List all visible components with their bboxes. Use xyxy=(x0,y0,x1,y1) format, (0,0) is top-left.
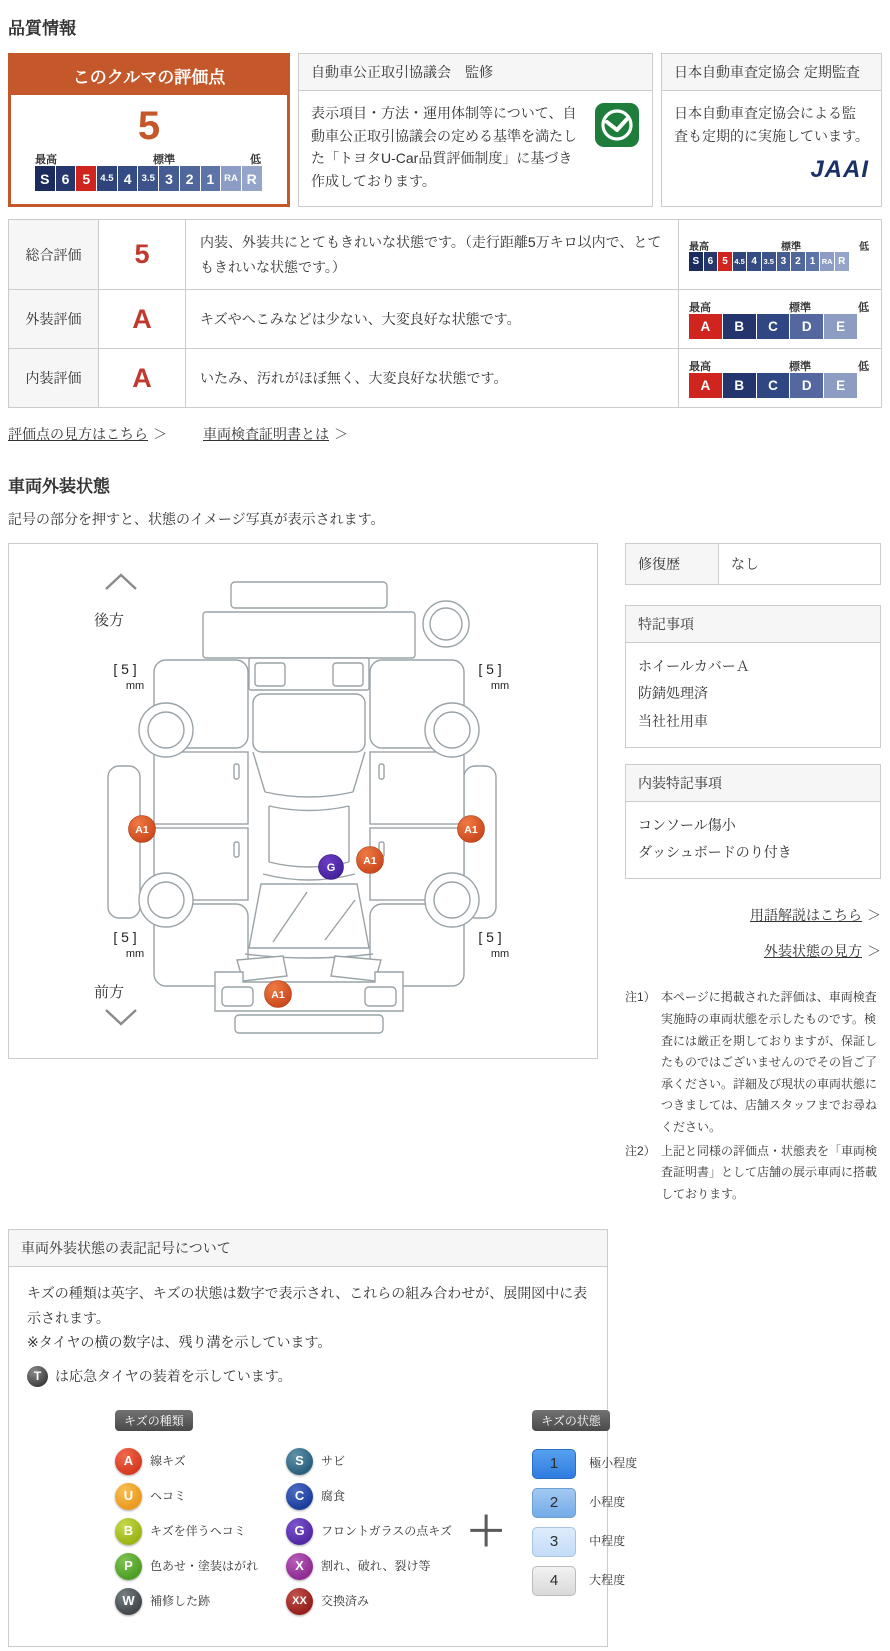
row-description: キズやへこみなどは少ない、大変良好な状態です。 xyxy=(186,290,679,349)
damage-state-title: キズの状態 xyxy=(532,1410,610,1431)
dent-with-scratch-icon: B xyxy=(115,1518,142,1545)
scale-box-5-active: 5 xyxy=(76,166,96,191)
rating-guide-link[interactable]: 評価点の見方はこちら ＞ xyxy=(8,426,167,442)
svg-text:A1: A1 xyxy=(363,855,377,867)
row-value: 5 xyxy=(99,220,186,290)
scale-label-low: 低 xyxy=(250,154,261,166)
repaired-mark-icon: W xyxy=(115,1588,142,1615)
supervision-box xyxy=(298,53,653,207)
row-value: A xyxy=(99,290,186,349)
table-links xyxy=(8,424,882,444)
corrosion-icon: C xyxy=(286,1483,313,1510)
scale-box-3: 3 xyxy=(159,166,179,191)
legend-item-g: G フロントガラスの点キズ xyxy=(286,1517,452,1546)
table-row-overall xyxy=(9,220,882,290)
damage-marker-right-sill[interactable] xyxy=(458,816,485,843)
row-description: いたみ、汚れがほぼ無く、大変良好な状態です。 xyxy=(186,349,679,408)
svg-text:mm: mm xyxy=(125,680,145,692)
state-4-box: 4 xyxy=(532,1566,576,1596)
interior-notes-header: 内装特記事項 xyxy=(626,765,880,802)
left-rear-door xyxy=(154,752,248,824)
right-rear-door xyxy=(370,752,464,824)
svg-text:[ 5 ]: [ 5 ] xyxy=(478,661,502,677)
audit-box xyxy=(661,53,882,207)
glossary-link[interactable]: 用語解説はこちら ＞ xyxy=(750,907,881,924)
left-sill-panel xyxy=(108,766,140,918)
scale-box-r: R xyxy=(242,166,262,191)
supervision-body: 表示項目・方法・運用体制等について、自動車公正取引協議会の定める基準を満たした「トヨタU-Car品質評価制度」に基づき作成しております。 xyxy=(311,105,577,190)
footnote-1: 注1） 本ページに掲載された評価は、車両検査実施時の車両状態を示したものです。検査には厳正を期しておりますが、保証したものではございませんのでその旨ご了承ください。詳細及び現状の車両状態につきましては、店舗スタッフまでお尋ねください。 xyxy=(625,990,878,1135)
paint-fade-icon: P xyxy=(115,1553,142,1580)
right-door-handle xyxy=(379,764,384,779)
table-row-interior xyxy=(9,349,882,408)
state-1-box: 1 xyxy=(532,1449,576,1479)
list-item: ホイールカバーＡ xyxy=(638,658,750,674)
fog-lamp-left xyxy=(222,987,253,1006)
svg-text:G: G xyxy=(326,862,336,874)
page-title: 品質情報 xyxy=(8,19,76,38)
rating-scale xyxy=(35,151,263,191)
chevron-right-icon: ＞ xyxy=(334,426,348,442)
fog-lamp-right xyxy=(365,987,396,1006)
numeric-scale: 最高 標準 低 S 6 5 4.5 4 3.5 3 2 1 RA R xyxy=(689,238,871,271)
interior-notes-box xyxy=(625,764,881,880)
damage-marker-left-sill[interactable] xyxy=(129,816,156,843)
damage-marker-windshield-right[interactable] xyxy=(357,847,384,874)
special-notes-box xyxy=(625,605,881,748)
letter-scale: 最高 標準 低 A B C D E xyxy=(689,358,871,398)
replaced-icon: XX xyxy=(286,1588,313,1615)
front-lower-bar xyxy=(235,1015,383,1033)
legend-item-a: A 線キズ xyxy=(115,1447,258,1476)
damage-marker-front-bumper[interactable] xyxy=(265,981,292,1008)
svg-text:A1: A1 xyxy=(464,824,478,836)
headlight-right xyxy=(331,956,381,981)
scale-box-1: 1 xyxy=(201,166,221,191)
list-item: ダッシュボードのり付き xyxy=(638,844,792,861)
audit-body: 日本自動車査定協会による監査も定期的に実施しています。 xyxy=(674,105,869,144)
svg-text:[ 5 ]: [ 5 ] xyxy=(478,929,502,945)
roof-sides xyxy=(269,806,349,862)
plus-sign: ＋ xyxy=(466,1510,507,1555)
roof-front-edge xyxy=(263,874,355,880)
windshield xyxy=(249,884,369,948)
front-direction-label: 前方 xyxy=(94,984,125,1001)
chevron-right-icon: ＞ xyxy=(153,426,167,442)
exterior-section-title: 車両外装状態 xyxy=(8,477,110,496)
state-item-3: 3 中程度 xyxy=(532,1527,637,1557)
svg-text:mm: mm xyxy=(125,948,145,960)
evaluation-table xyxy=(8,219,882,408)
legend-item-p: P 色あせ・塗装はがれ xyxy=(115,1552,258,1581)
svg-text:mm: mm xyxy=(490,680,510,692)
svg-text:A1: A1 xyxy=(271,989,285,1001)
scale-box-s: S xyxy=(35,166,55,191)
scale-box-4: 4 xyxy=(118,166,138,191)
state-3-box: 3 xyxy=(532,1527,576,1557)
tire-depth-rear-left xyxy=(113,661,144,692)
rating-score-box xyxy=(8,53,290,207)
row-label: 内装評価 xyxy=(9,349,99,408)
tire-note: ※タイヤの横の数字は、残り溝を示しています。 xyxy=(27,1334,332,1351)
legend-item-x: X 割れ、破れ、裂け等 xyxy=(286,1552,452,1581)
rear-direction-label: 後方 xyxy=(94,612,125,629)
rust-icon: S xyxy=(286,1448,313,1475)
table-row-exterior xyxy=(9,290,882,349)
repair-history-label: 修復歴 xyxy=(626,544,719,585)
svg-text:[ 5 ]: [ 5 ] xyxy=(113,929,137,945)
svg-text:[ 5 ]: [ 5 ] xyxy=(113,661,137,677)
row-label: 総合評価 xyxy=(9,220,99,290)
front-direction-chevron-icon xyxy=(106,1010,136,1024)
quality-summary-row xyxy=(8,53,882,207)
scratch-icon: A xyxy=(115,1448,142,1475)
row-description: 内装、外装共にとてもきれいな状態です。（走行距離5万キロ以内で、とてもきれいな状態です。） xyxy=(186,220,679,290)
scale-box-3-5: 3.5 xyxy=(138,166,158,191)
list-item: 防錆処理済 xyxy=(638,685,708,702)
svg-text:mm: mm xyxy=(490,948,510,960)
rear-window xyxy=(253,694,365,752)
rear-bumper xyxy=(231,582,387,608)
damage-kind-legend xyxy=(115,1408,452,1622)
car-outline xyxy=(108,582,496,1033)
list-item: 当社社用車 xyxy=(638,712,708,729)
fair-trade-council-emblem-icon xyxy=(594,102,640,155)
symbol-legend-box xyxy=(8,1229,638,1647)
legend-item-xx: XX 交換済み xyxy=(286,1587,452,1616)
audit-header: 日本自動車査定協会 定期監査 xyxy=(662,54,881,91)
scale-label-standard: 標準 xyxy=(153,154,175,166)
legend-item-u: U ヘコミ xyxy=(115,1482,258,1511)
rating-score-header: このクルマの評価点 xyxy=(11,56,287,95)
windshield-chip-icon: G xyxy=(286,1518,313,1545)
tail-lamp-left xyxy=(255,663,285,686)
footnote-2: 注2） 上記と同様の評価点・状態表を「車両検査証明書」として店舗の展示車両に搭載しております。 xyxy=(625,1143,878,1201)
dent-icon: U xyxy=(115,1483,142,1510)
legend-item-c: C 腐食 xyxy=(286,1482,452,1511)
damage-kind-title: キズの種類 xyxy=(115,1410,193,1431)
svg-text:A1: A1 xyxy=(135,824,149,836)
state-item-2: 2 小程度 xyxy=(532,1488,637,1518)
rear-pillars xyxy=(253,752,365,792)
chevron-right-icon: ＞ xyxy=(867,943,881,960)
tire-depth-front-right xyxy=(478,929,509,960)
footnotes xyxy=(625,987,881,1205)
tire-depth-rear-right xyxy=(478,661,509,692)
headlight-left xyxy=(237,956,287,981)
state-2-box: 2 xyxy=(532,1488,576,1518)
left-door-handle xyxy=(234,764,239,779)
vehicle-exterior-diagram xyxy=(8,543,598,1059)
scale-label-best: 最高 xyxy=(35,154,57,166)
repair-history-value: なし xyxy=(719,544,881,585)
scale-box-2: 2 xyxy=(180,166,200,191)
chevron-right-icon: ＞ xyxy=(867,907,881,924)
scale-box-ra: RA xyxy=(221,166,241,191)
inspection-certificate-link[interactable]: 車両検査証明書とは ＞ xyxy=(203,426,348,442)
repair-history-table xyxy=(625,543,881,585)
spare-tire-icon: T xyxy=(27,1366,48,1387)
tire-depth-front-left xyxy=(113,929,144,960)
special-notes-header: 特記事項 xyxy=(626,606,880,643)
crack-tear-icon: X xyxy=(286,1553,313,1580)
rating-score-value: 5 xyxy=(137,104,161,148)
damage-marker-windshield[interactable] xyxy=(319,855,344,880)
scale-box-4-5: 4.5 xyxy=(97,166,117,191)
rear-gate xyxy=(203,612,415,658)
legend-item-b: B キズを伴うヘコミ xyxy=(115,1517,258,1546)
legend-intro: キズの種類は英字、キズの状態は数字で表示され、これらの組み合わせが、展開図中に表示されます。 xyxy=(27,1285,588,1326)
exterior-guide-link[interactable]: 外装状態の見方 ＞ xyxy=(764,943,881,960)
rating-scale-boxes xyxy=(35,166,263,191)
jaai-logo: JAAI xyxy=(810,156,869,184)
left-door-handle xyxy=(234,842,239,857)
letter-scale: 最高 標準 低 A B C D E xyxy=(689,299,871,339)
supervision-header: 自動車公正取引協議会 監修 xyxy=(299,54,652,91)
symbol-legend-header: 車両外装状態の表記記号について xyxy=(9,1230,607,1267)
state-item-1: 1 極小程度 xyxy=(532,1449,637,1479)
exterior-section-subtitle: 記号の部分を押すと、状態のイメージ写真が表示されます。 xyxy=(8,511,385,527)
scale-box-6: 6 xyxy=(56,166,76,191)
tail-lamp-right xyxy=(333,663,363,686)
rear-direction-chevron-icon xyxy=(106,575,136,589)
damage-state-legend xyxy=(532,1408,637,1605)
legend-item-s: S サビ xyxy=(286,1447,452,1476)
row-label: 外装評価 xyxy=(9,290,99,349)
row-value: A xyxy=(99,349,186,408)
legend-item-w: W 補修した跡 xyxy=(115,1587,258,1616)
list-item: コンソール傷小 xyxy=(638,816,736,833)
state-item-4: 4 大程度 xyxy=(532,1566,637,1596)
spare-tire-note: T は応急タイヤの装着を示しています。 xyxy=(27,1364,589,1389)
roof-rear-edge xyxy=(265,792,353,797)
